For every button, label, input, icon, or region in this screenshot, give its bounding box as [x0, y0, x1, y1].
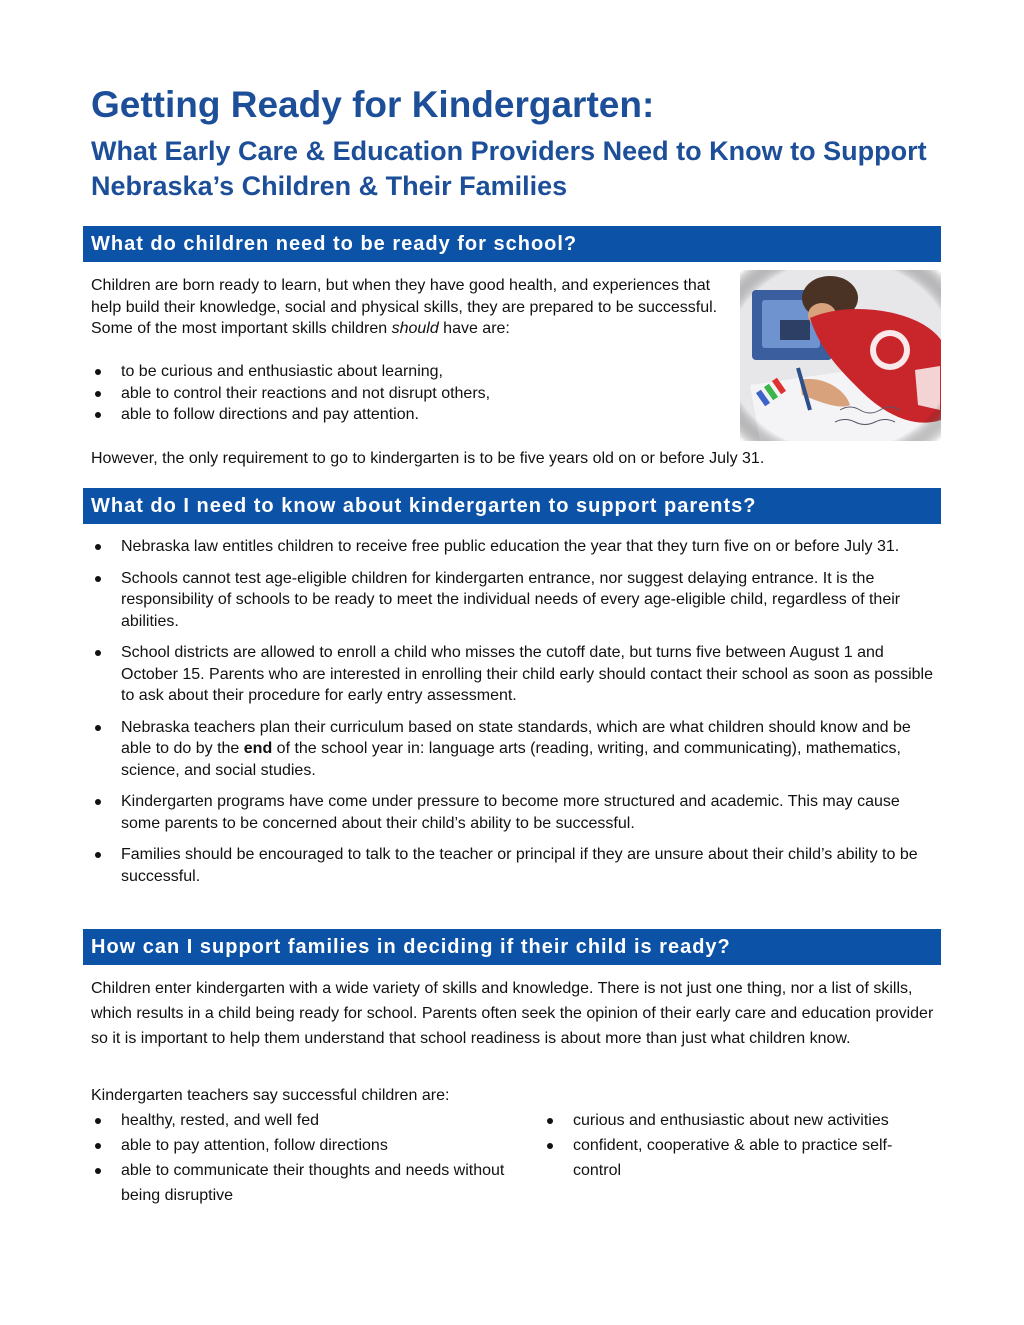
list-item: able to follow directions and pay attention.	[91, 404, 721, 426]
bullet4-emphasis: end	[243, 740, 273, 757]
successful-traits-list-right	[543, 1108, 933, 1183]
intro-emphasis: should	[391, 320, 439, 337]
list-item: curious and enthusiastic about new activities	[543, 1108, 933, 1133]
child-writing-photo	[740, 270, 941, 441]
section3-paragraph: Children enter kindergarten with a wide variety of skills and knowledge. There is not just one thing, nor a list of skills, which results in a child being ready for school. Parents often seek the opinion of their early care and education provider so it is important to help them understand that school readiness is about more than just what children know.	[91, 980, 934, 1047]
page-title: Getting Ready for Kindergarten:	[91, 84, 655, 125]
intro-text-end: have are:	[438, 320, 510, 337]
section-heading-school-readiness: What do children need to be ready for school?	[83, 226, 941, 262]
list-item: School districts are allowed to enroll a child who misses the cutoff date, but turns five between August 1 and October 15. Parents who are interested in enrolling their child early should contact their school as soon as possible to ask about their procedure for early entry assessment.	[91, 642, 936, 707]
list-item: Families should be encouraged to talk to the teacher or principal if they are unsure about their child’s ability to be successful.	[91, 844, 936, 887]
list-item: able to pay attention, follow directions	[91, 1133, 511, 1158]
section2-fact-list	[91, 536, 936, 897]
successful-traits-list-left	[91, 1108, 511, 1208]
teacher-list-intro: Kindergarten teachers say successful children are:	[91, 1087, 450, 1104]
list-item: Nebraska law entitles children to receive free public education the year that they turn five on or before July 31.	[91, 536, 936, 558]
list-item: Schools cannot test age-eligible children for kindergarten entrance, nor suggest delaying entrance. It is the responsibility of schools to be ready to meet the individual needs of every age-eligible child, regardless of their abilities.	[91, 568, 936, 633]
list-item: able to communicate their thoughts and needs without being disruptive	[91, 1158, 511, 1208]
list-item: confident, cooperative & able to practice self-control	[543, 1133, 933, 1183]
section1-intro	[91, 275, 721, 340]
list-item	[91, 717, 936, 782]
intro-text-start: Children are born ready to learn, but when they have good health, and experiences that help build their knowledge, social and physical skills, they are prepared to be successful. Some of the most important skills children	[91, 277, 718, 337]
page-subtitle: What Early Care & Education Providers Need to Know to Support Nebraska’s Children & Their Families	[91, 136, 927, 201]
bullet4-text-start: Nebraska teachers plan their curriculum based on state standards, which are what children should know and be able to do by the	[121, 718, 911, 757]
section1-skill-list	[91, 361, 721, 426]
list-item: healthy, rested, and well fed	[91, 1108, 511, 1133]
list-item: to be curious and enthusiastic about learning,	[91, 361, 721, 383]
list-item: able to control their reactions and not disrupt others,	[91, 383, 721, 405]
bullet4-text-end: of the school year in: language arts (reading, writing, and communicating), mathematics, science, and social studies.	[121, 740, 901, 779]
section-heading-support-parents: What do I need to know about kindergarten to support parents?	[83, 488, 941, 524]
age-requirement-note: However, the only requirement to go to kindergarten is to be five years old on or before July 31.	[91, 450, 765, 467]
section-heading-family-support: How can I support families in deciding if their child is ready?	[83, 929, 941, 965]
list-item: Kindergarten programs have come under pressure to become more structured and academic. This may cause some parents to be concerned about their child’s ability to be successful.	[91, 791, 936, 834]
